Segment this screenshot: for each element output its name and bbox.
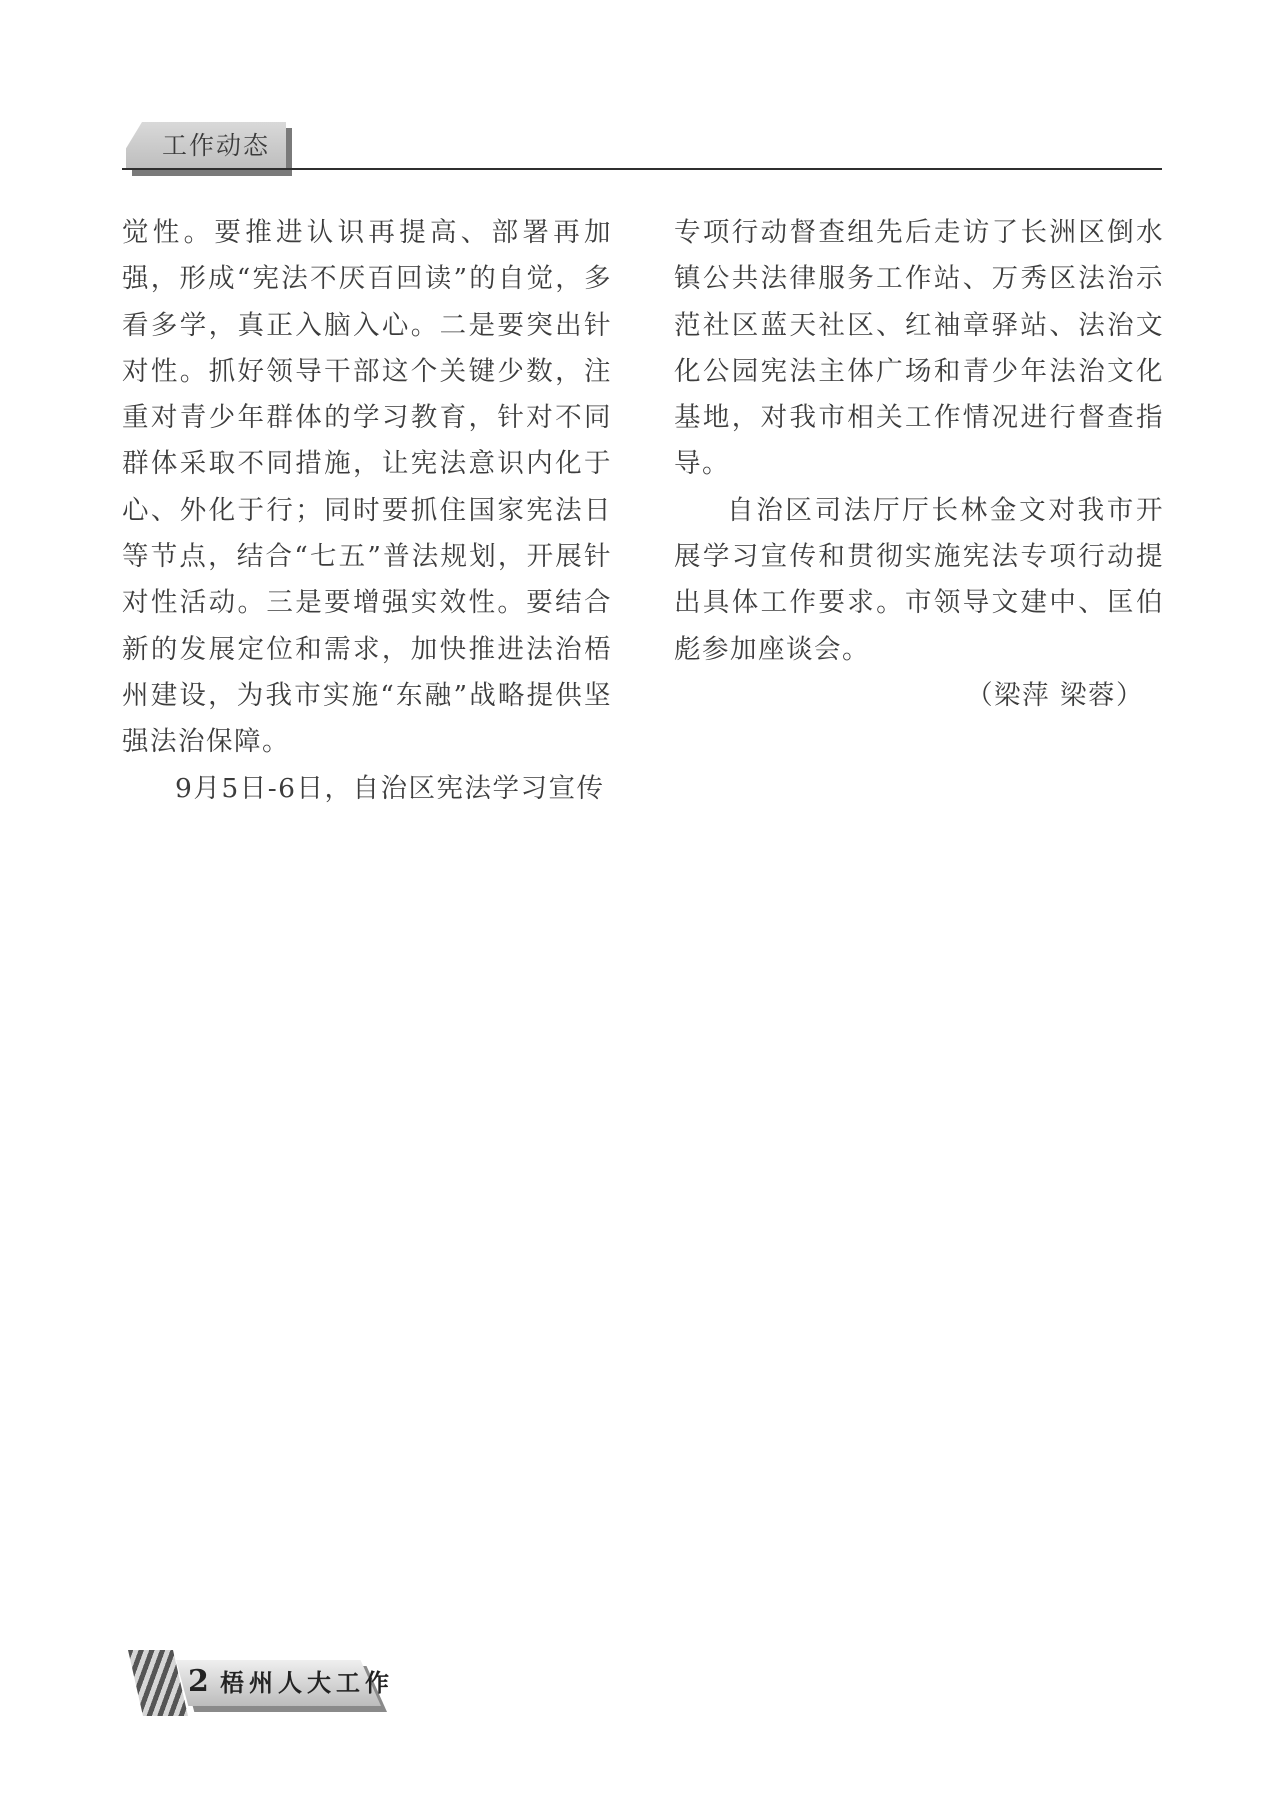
left-paragraph-continued: 觉性。要推进认识再提高、部署再加强，形成“宪法不厌百回读”的自觉，多看多学，真正入脑入心。二是要突出针对性。抓好领导干部这个关键少数，注重对青少年群体的学习教育，针对不同群体采取不同措施，让宪法意识内化于心、外化于行；同时要抓住国家宪法日等节点，结合“七五”普法规划，开展针对性活动。三是要增强实效性。要结合新的发展定位和需求，加快推进法治梧州建设，为我市实施“东融”战略提供坚强法治保障。 bbox=[122, 217, 612, 758]
left-column bbox=[122, 210, 612, 812]
page-number: 2 bbox=[188, 1664, 209, 1699]
header-rule bbox=[122, 168, 1162, 170]
right-paragraph-continued: 专项行动督查组先后走访了长洲区倒水镇公共法律服务工作站、万秀区法治示范社区蓝天社区、红袖章驿站、法治文化公园宪法主体广场和青少年法治文化基地，对我市相关工作情况进行督查指导。 bbox=[674, 217, 1164, 480]
author-byline: （梁萍 梁蓉） bbox=[966, 679, 1144, 711]
section-title: 工作动态 bbox=[162, 131, 271, 160]
right-column bbox=[674, 210, 1164, 719]
publication-name: 梧州人大工作 bbox=[220, 1668, 394, 1697]
right-paragraph-2: 自治区司法厅厅长林金文对我市开展学习宣传和贯彻实施宪法专项行动提出具体工作要求。市领导文建中、匡伯彪参加座谈会。 bbox=[674, 494, 1164, 665]
footer-stripes-decoration bbox=[128, 1650, 188, 1716]
left-paragraph-2: 9月5日-6日，自治区宪法学习宣传 bbox=[175, 772, 605, 804]
page-footer bbox=[128, 1650, 398, 1716]
